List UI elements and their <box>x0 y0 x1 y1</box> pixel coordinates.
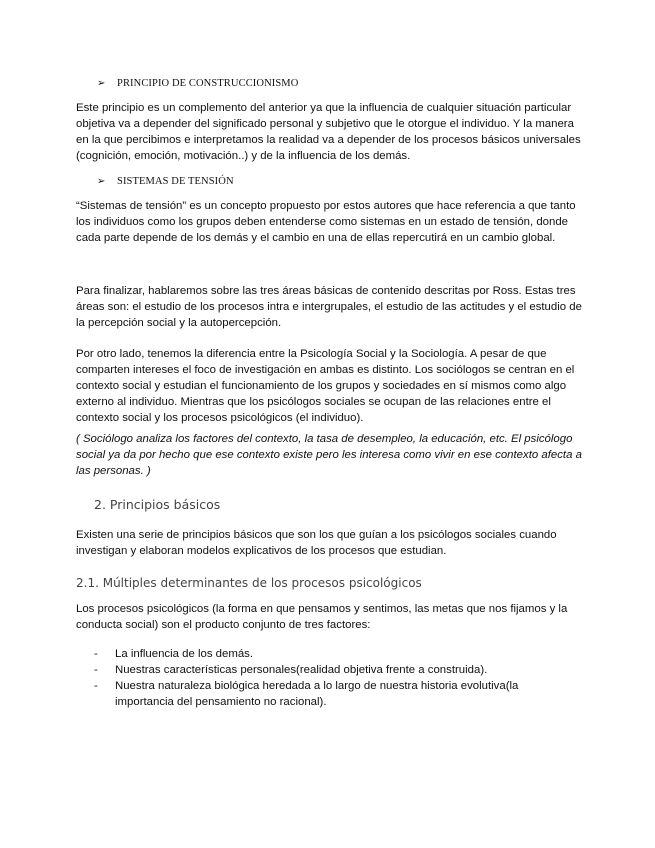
list-item: - La influencia de los demás. <box>94 648 254 660</box>
construccionismo-heading: ➢ PRINCIPIO DE CONSTRUCCIONISMO <box>97 78 299 89</box>
tension-paragraph: “Sistemas de tensión” es un concepto propuesto por estos autores que hace referencia a que tanto los individuos como los grupos deben entenderse como sistemas en un estado de tensión, donde cada parte depende de los demás y el cambio en una de ellas repercutirá en un cambio global. <box>76 200 576 244</box>
list-item: - Nuestras características personales(realidad objetiva frente a construida). <box>94 664 488 676</box>
nota-paragraph: ( Sociólogo analiza los factores del contexto, la tasa de desempleo, la educación, etc. El psicólogo social ya da por hecho que ese contexto existe pero les interesa como vivir en ese contexto afecta a las personas. ) <box>76 433 582 477</box>
factors-list <box>76 646 576 710</box>
arrow-bullet-icon: ➢ <box>97 176 106 187</box>
dash-bullet-icon: - <box>94 648 98 660</box>
procesos-paragraph: Los procesos psicológicos (la forma en que pensamos y sentimos, las metas que nos fijamos y la conducta social) son el producto conjunto de tres factores: <box>76 603 568 631</box>
tension-heading: ➢ SISTEMAS DE TENSIÓN <box>97 176 234 187</box>
multiples-heading: 2.1. Múltiples determinantes de los procesos psicológicos <box>76 576 422 590</box>
list-item: - Nuestra naturaleza biológica heredada a lo largo de nuestra historia evolutiva(la importancia del pensamiento no racional). <box>94 680 519 708</box>
principios-paragraph: Existen una serie de principios básicos que son los que guían a los psicólogos sociales cuando investigan y elaboran modelos explicativos de los procesos que estudian. <box>76 529 557 557</box>
arrow-bullet-icon: ➢ <box>97 78 106 89</box>
finalizar-paragraph: Para finalizar, hablaremos sobre las tres áreas básicas de contenido descritas por Ross. Estas tres áreas son: el estudio de los procesos intra e intergrupales, el estudio de las actitudes y el estudio de la percepción social y la autopercepción. <box>76 285 582 329</box>
dash-bullet-icon: - <box>94 664 98 676</box>
principios-heading: 2. Principios básicos <box>94 497 221 512</box>
construccionismo-paragraph: Este principio es un complemento del anterior ya que la influencia de cualquier situación particular objetiva va a depender del significado personal y subjetivo que le otorgue el individuo. Y la manera en la que percibimos e interpretamos la realidad va a depender de los procesos básicos universales (cognición, emoción, motivación..) y de la influencia de los demás. <box>76 102 581 162</box>
dash-bullet-icon: - <box>94 680 98 692</box>
diferencia-paragraph: Por otro lado, tenemos la diferencia entre la Psicología Social y la Sociología. A pesar de que comparten intereses el foco de investigación en ambas es distinto. Los sociólogos se centran en el contexto social y estudian el funcionamiento de los grupos y sociedades en sí mismos como algo externo al individuo. Mientras que los psicólogos sociales se ocupan de las relaciones entre el contexto social y los procesos psicológicos (el individuo). <box>76 348 575 424</box>
